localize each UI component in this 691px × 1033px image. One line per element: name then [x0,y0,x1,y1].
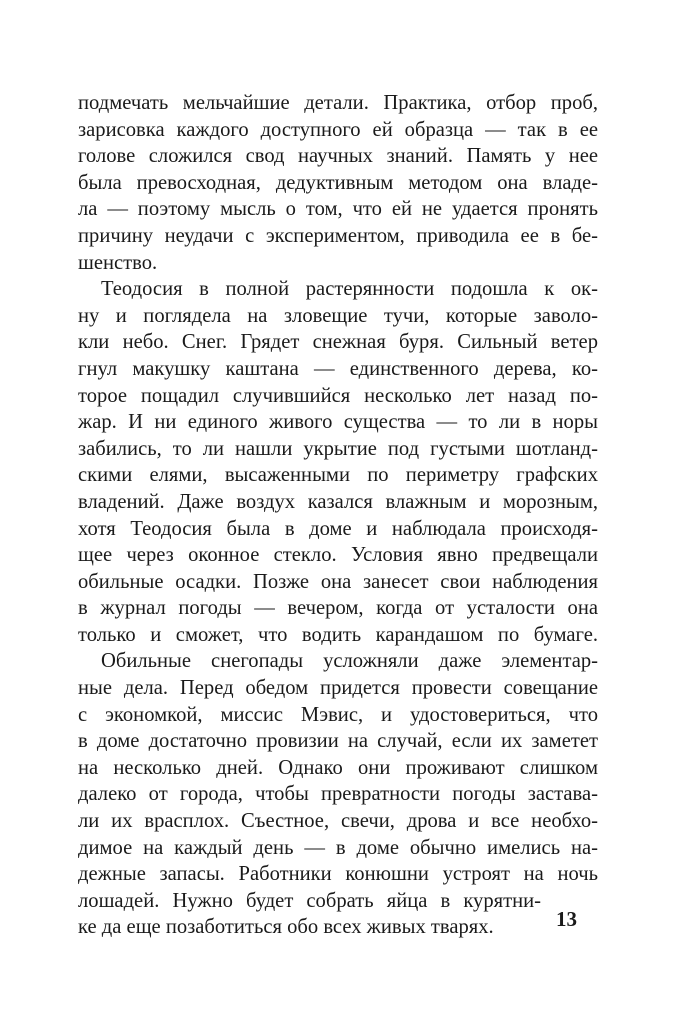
text-line: обильные осадки. Позже она занесет свои наблюдения [78,570,598,593]
text-line: только и сможет, что водить карандашом по бумаге. [78,623,598,646]
text-line: торое пощадил случившийся несколько лет назад по- [78,384,598,407]
text-line: владений. Даже воздух казался влажным и морозным, [78,490,598,513]
text-line: ли их врасплох. Съестное, свечи, дрова и все необхо- [78,810,598,833]
text-line: в журнал погоды — вечером, когда от усталости она [78,597,598,620]
text-line: щее через оконное стекло. Условия явно предвещали [78,544,598,567]
text-line: ные дела. Перед обедом придется провести совещание [78,677,598,700]
text-line: димое на каждый день — в доме обычно имелись на- [78,836,598,859]
text-line: ке да еще позаботиться обо всех живых тварях. [78,916,494,939]
text-line: причину неудачи с экспериментом, приводила ее в бе- [78,224,598,247]
text-line: подмечать мельчайшие детали. Практика, отбор проб, [78,92,598,114]
text-line: лошадей. Нужно будет собрать яйца в курятни- [78,889,541,912]
text-line: жар. И ни единого живого существа — то ли в норы [78,411,598,434]
text-line: дежные запасы. Работники конюшни устроят на ночь [78,863,598,886]
text-line: голове сложился свод научных знаний. Память у нее [78,145,598,168]
text-line: в доме достаточно провизии на случай, если их заметет [78,730,598,753]
text-line: зарисовка каждого доступного ей образца — так в ее [78,118,598,141]
text-line: хотя Теодосия была в доме и наблюдала происходя- [78,517,598,540]
text-line: скими елями, высаженными по периметру графских [78,464,598,487]
page-number: 13 [556,907,577,931]
text-line: ну и поглядела на зловещие тучи, которые заволо- [78,304,598,327]
text-line: Обильные снегопады усложняли даже элементар- [101,650,598,673]
text-line: гнул макушку каштана — единственного дерева, ко- [78,357,598,380]
body-text [78,90,598,941]
text-line: шенство. [78,251,158,274]
text-line: на несколько дней. Однако они проживают слишком [78,756,598,779]
text-line: кли небо. Снег. Грядет снежная буря. Сильный ветер [78,331,598,354]
text-line: далеко от города, чтобы превратности погоды застава- [78,783,598,806]
text-line: Теодосия в полной растерянности подошла к ок- [101,278,598,301]
text-line: ла — поэтому мысль о том, что ей не удается пронять [78,198,598,221]
text-line: забились, то ли нашли укрытие под густыми шотланд- [78,437,598,460]
text-line: была превосходная, дедуктивным методом она владе- [78,171,598,194]
text-line: с экономкой, миссис Мэвис, и удостовериться, что [78,703,598,726]
